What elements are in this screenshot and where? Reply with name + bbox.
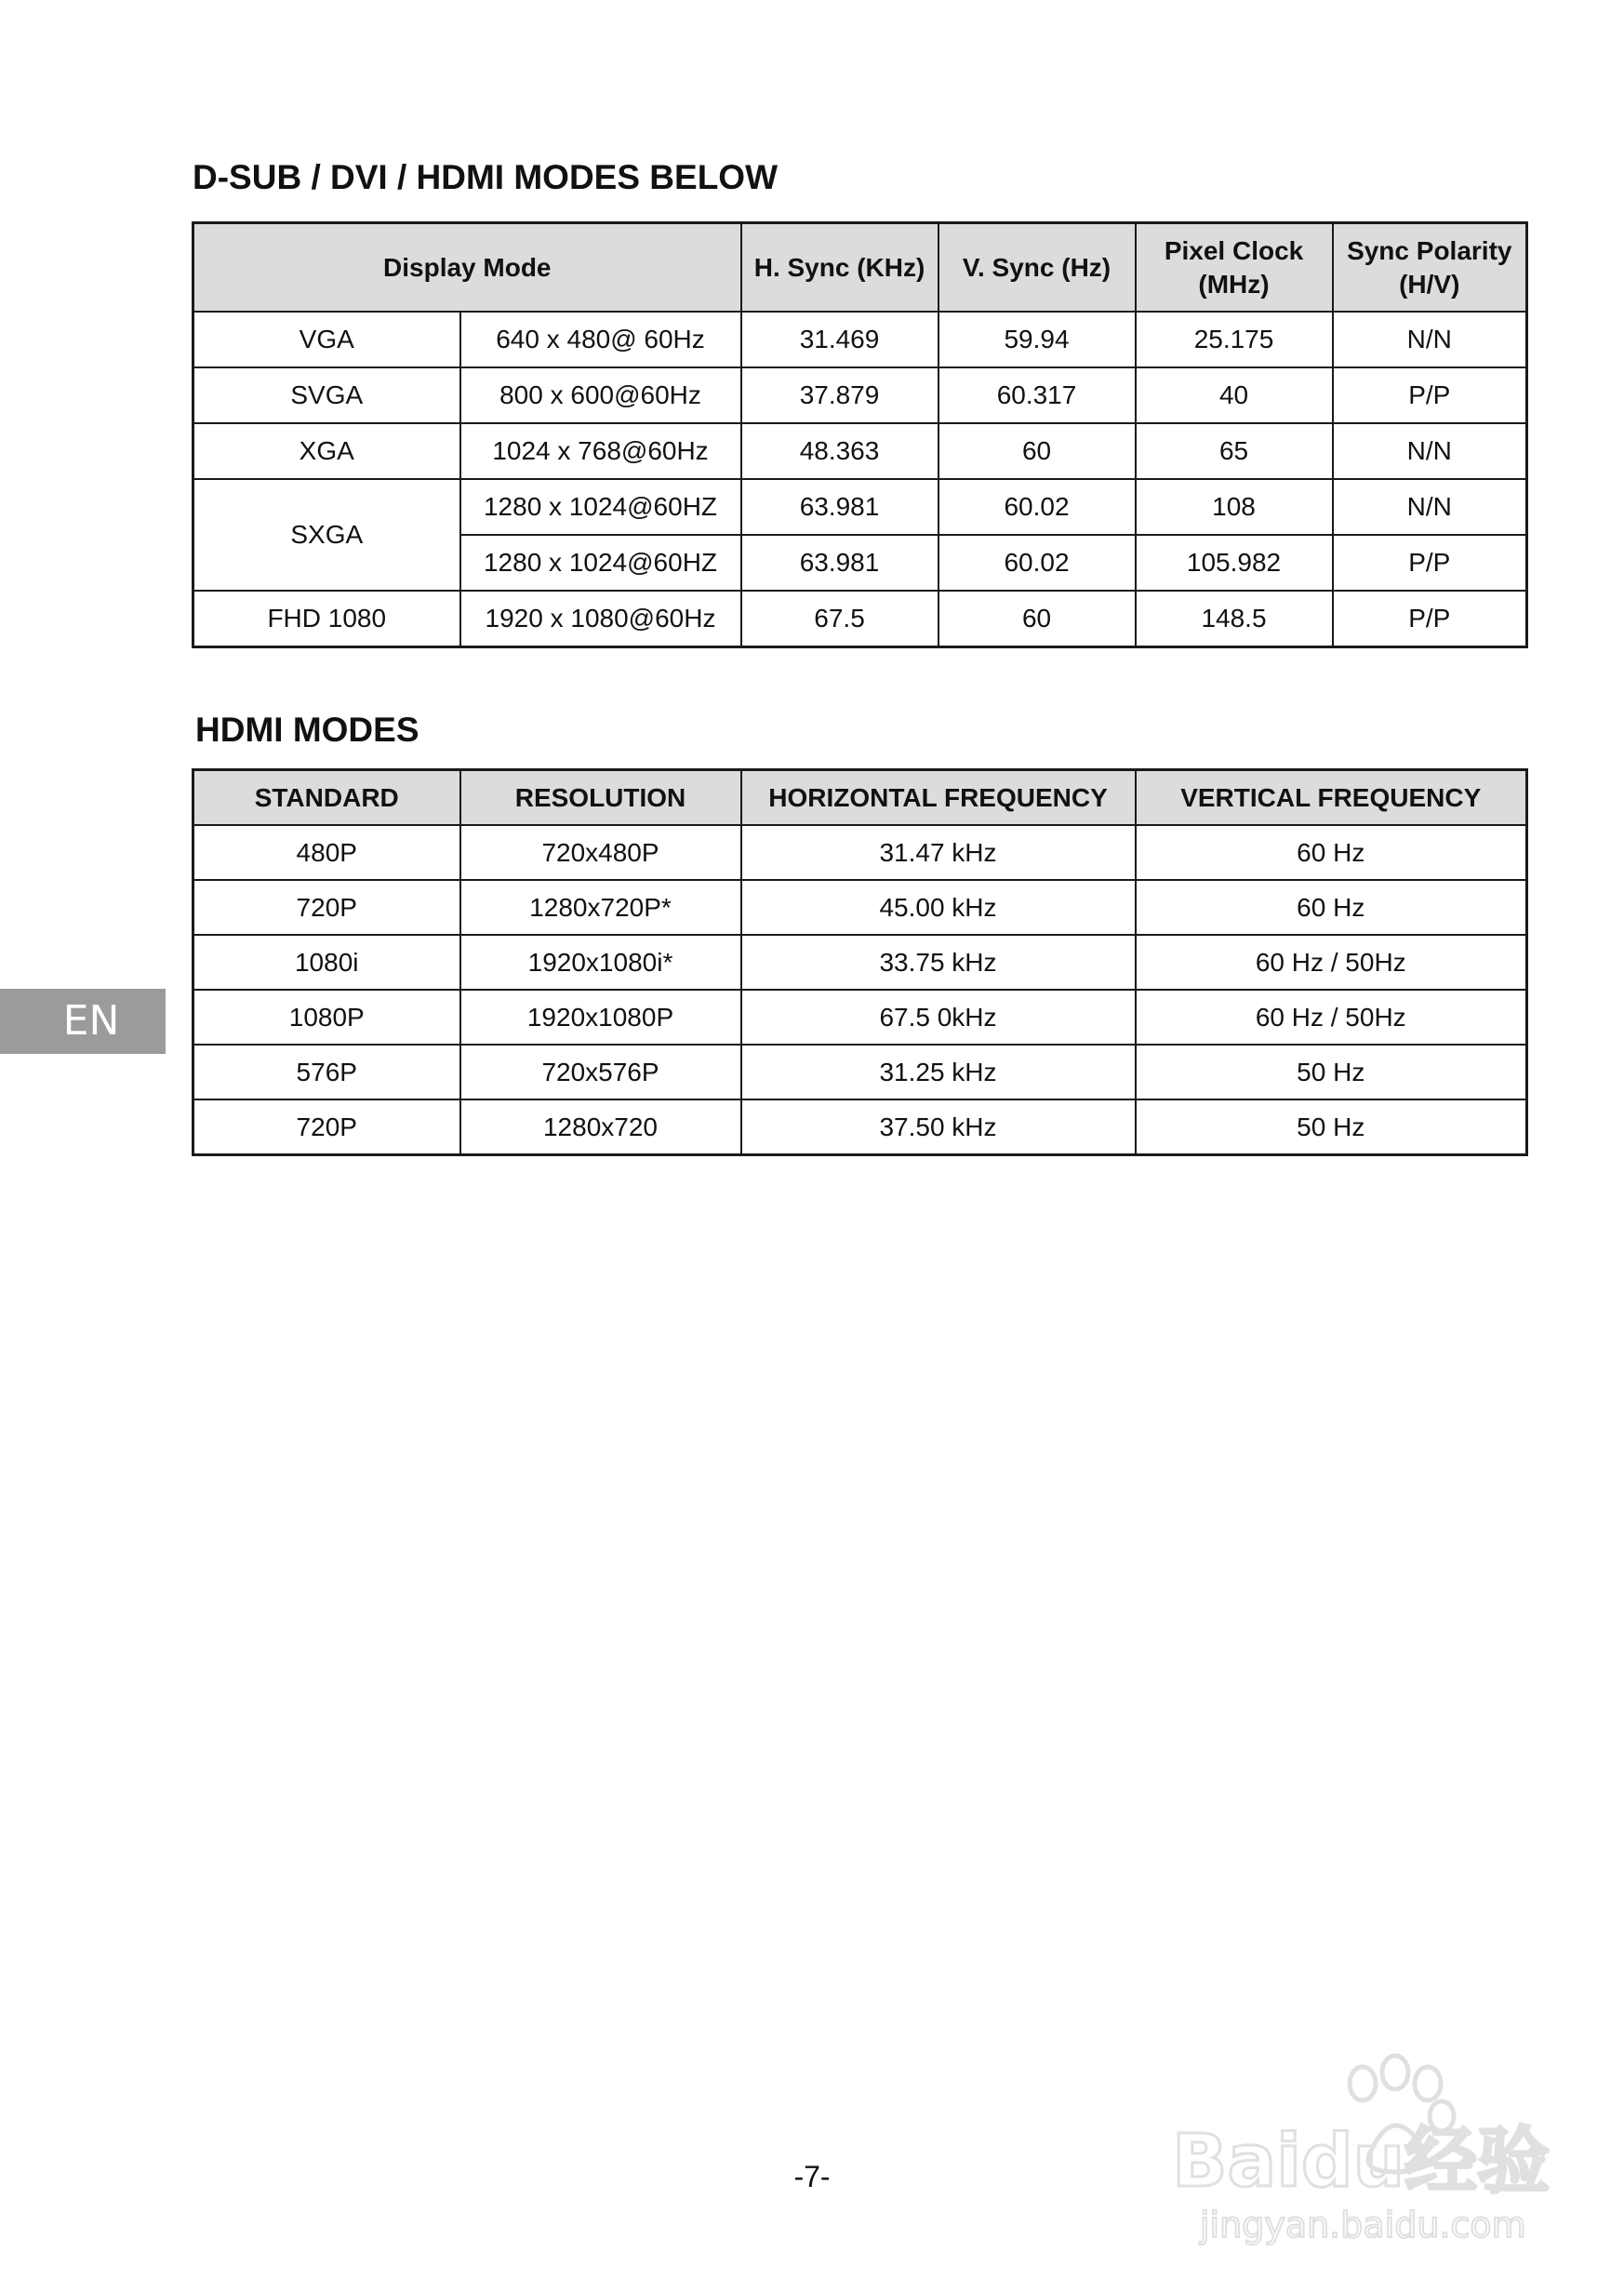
header-vertical-frequency: VERTICAL FREQUENCY <box>1136 770 1527 826</box>
v-sync-cell: 59.94 <box>938 312 1136 367</box>
h-sync-cell: 63.981 <box>741 479 938 535</box>
header-sync-polarity-line2: (H/V) <box>1399 269 1460 299</box>
polarity-cell: N/N <box>1333 479 1527 535</box>
horizontal-cell: 37.50 kHz <box>741 1099 1136 1155</box>
horizontal-cell: 31.47 kHz <box>741 825 1136 880</box>
h-sync-cell: 67.5 <box>741 591 938 647</box>
horizontal-cell: 45.00 kHz <box>741 880 1136 935</box>
polarity-cell: N/N <box>1333 312 1527 367</box>
header-display-mode: Display Mode <box>193 223 741 313</box>
horizontal-cell: 31.25 kHz <box>741 1045 1136 1099</box>
mode-cell: SVGA <box>193 367 460 423</box>
header-v-sync: V. Sync (Hz) <box>938 223 1136 313</box>
standard-cell: 720P <box>193 880 460 935</box>
watermark-main-text: Baidu经验 <box>1172 2120 1551 2204</box>
table-row <box>193 825 1527 880</box>
resolution-cell: 720x480P <box>460 825 741 880</box>
table-row <box>193 1099 1527 1155</box>
h-sync-cell: 63.981 <box>741 535 938 591</box>
table-row <box>193 935 1527 990</box>
h-sync-cell: 31.469 <box>741 312 938 367</box>
vertical-cell: 60 Hz / 50Hz <box>1136 935 1527 990</box>
table-row <box>193 312 1527 367</box>
vertical-cell: 50 Hz <box>1136 1045 1527 1099</box>
vertical-cell: 60 Hz <box>1136 880 1527 935</box>
pixel-clock-cell: 148.5 <box>1136 591 1333 647</box>
language-tab-label: EN <box>62 997 120 1045</box>
h-sync-cell: 48.363 <box>741 423 938 479</box>
resolution-cell: 1280 x 1024@60HZ <box>460 535 741 591</box>
resolution-cell: 1920x1080P <box>460 990 741 1045</box>
mode-cell: VGA <box>193 312 460 367</box>
v-sync-cell: 60 <box>938 423 1136 479</box>
table-row <box>193 990 1527 1045</box>
polarity-cell: P/P <box>1333 535 1527 591</box>
header-pixel-clock-line2: (MHz) <box>1198 269 1270 299</box>
table-row <box>193 479 1527 535</box>
pixel-clock-cell: 40 <box>1136 367 1333 423</box>
v-sync-cell: 60.02 <box>938 479 1136 535</box>
horizontal-cell: 67.5 0kHz <box>741 990 1136 1045</box>
pixel-clock-cell: 65 <box>1136 423 1333 479</box>
mode-cell: FHD 1080 <box>193 591 460 647</box>
language-tab <box>0 989 166 1054</box>
resolution-cell: 640 x 480@ 60Hz <box>460 312 741 367</box>
standard-cell: 1080P <box>193 990 460 1045</box>
table-header-row <box>193 770 1527 826</box>
pixel-clock-cell: 25.175 <box>1136 312 1333 367</box>
mode-cell: XGA <box>193 423 460 479</box>
h-sync-cell: 37.879 <box>741 367 938 423</box>
header-resolution: RESOLUTION <box>460 770 741 826</box>
table-row <box>193 1045 1527 1099</box>
horizontal-cell: 33.75 kHz <box>741 935 1136 990</box>
standard-cell: 480P <box>193 825 460 880</box>
pixel-clock-cell: 108 <box>1136 479 1333 535</box>
table-header-row <box>193 223 1527 313</box>
resolution-cell: 1280x720P* <box>460 880 741 935</box>
dsub-modes-table <box>192 221 1528 648</box>
resolution-cell: 1280x720 <box>460 1099 741 1155</box>
vertical-cell: 60 Hz / 50Hz <box>1136 990 1527 1045</box>
table-row <box>193 367 1527 423</box>
header-h-sync: H. Sync (KHz) <box>741 223 938 313</box>
resolution-cell: 1920x1080i* <box>460 935 741 990</box>
v-sync-cell: 60 <box>938 591 1136 647</box>
header-pixel-clock <box>1136 223 1333 313</box>
standard-cell: 720P <box>193 1099 460 1155</box>
polarity-cell: N/N <box>1333 423 1527 479</box>
table-row <box>193 880 1527 935</box>
header-standard: STANDARD <box>193 770 460 826</box>
dsub-section-title: D-SUB / DVI / HDMI MODES BELOW <box>193 158 778 196</box>
resolution-cell: 1280 x 1024@60HZ <box>460 479 741 535</box>
standard-cell: 576P <box>193 1045 460 1099</box>
header-sync-polarity-line1: Sync Polarity <box>1347 235 1512 265</box>
v-sync-cell: 60.317 <box>938 367 1136 423</box>
vertical-cell: 60 Hz <box>1136 825 1527 880</box>
resolution-cell: 1024 x 768@60Hz <box>460 423 741 479</box>
header-sync-polarity <box>1333 223 1527 313</box>
polarity-cell: P/P <box>1333 367 1527 423</box>
hdmi-section-title: HDMI MODES <box>195 711 419 749</box>
page-number: -7- <box>793 2160 831 2193</box>
header-horizontal-frequency: HORIZONTAL FREQUENCY <box>741 770 1136 826</box>
baidu-watermark <box>1163 2046 1553 2251</box>
polarity-cell: P/P <box>1333 591 1527 647</box>
table-row <box>193 423 1527 479</box>
mode-cell: SXGA <box>193 479 460 591</box>
resolution-cell: 1920 x 1080@60Hz <box>460 591 741 647</box>
header-pixel-clock-line1: Pixel Clock <box>1164 235 1304 265</box>
resolution-cell: 720x576P <box>460 1045 741 1099</box>
standard-cell: 1080i <box>193 935 460 990</box>
table-row <box>193 591 1527 647</box>
v-sync-cell: 60.02 <box>938 535 1136 591</box>
watermark-url-text: jingyan.baidu.com <box>1200 2205 1526 2245</box>
vertical-cell: 50 Hz <box>1136 1099 1527 1155</box>
pixel-clock-cell: 105.982 <box>1136 535 1333 591</box>
hdmi-modes-table <box>192 768 1528 1156</box>
resolution-cell: 800 x 600@60Hz <box>460 367 741 423</box>
